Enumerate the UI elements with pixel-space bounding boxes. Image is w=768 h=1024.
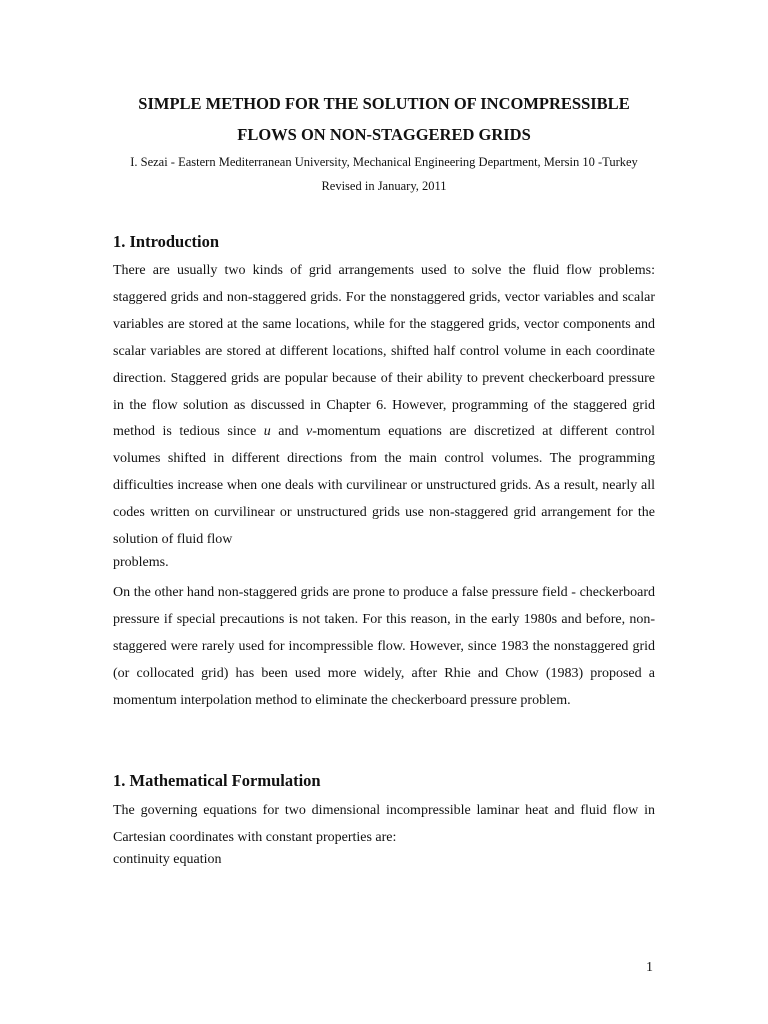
section-heading-introduction: 1. Introduction xyxy=(113,232,220,251)
page-number: 1 xyxy=(646,960,653,975)
continuity-label: continuity equation xyxy=(113,852,222,867)
u-variable: u xyxy=(263,424,271,440)
math-paragraph: The governing equations for two dimensional incompressible laminar heat and fluid flow in Cartesian coordinates with constant properties are: xyxy=(113,803,655,845)
intro-text-b: -momentum equations are discretized at different control volumes shifted in different directions from the main control volumes. The programming difficulties increase when one deals with curvilinear or unstructured grids. As a result, nearly all codes written on curvilinear or unstructured grids use non-staggered grid arrangement for the solution of fluid flow xyxy=(113,424,656,548)
intro-text-a: There are usually two kinds of grid arrangements used to solve the fluid flow problems: staggered grids and non-staggered grids. For the nonstaggered grids, vector variables and scalar variables are stored at the same locations, while for the staggered grids, vector components and scalar variables are stored at different locations, shifted half control volume in each coordinate direction. Staggered grids are popular because of their ability to prevent checkerboard pressure in the flow solution as discussed in Chapter 6. However, programming of the staggered grid method is tedious since xyxy=(113,263,655,440)
author-line: I. Sezai - Eastern Mediterranean University, Mechanical Engineering Department, Mersin 10 -Turkey xyxy=(130,155,638,169)
title-line-1: SIMPLE METHOD FOR THE SOLUTION OF INCOMPRESSIBLE xyxy=(138,94,630,113)
title-line-2: FLOWS ON NON-STAGGERED GRIDS xyxy=(237,125,531,144)
and-text: and xyxy=(270,424,307,440)
intro-paragraph-1-end: problems. xyxy=(113,555,169,570)
intro-paragraph-2: On the other hand non-staggered grids are prone to produce a false pressure field - checkerboard pressure if special precautions is not taken. For this reason, in the early 1980s and before, non-staggered were rarely used for incompressible flow. However, since 1983 the nonstaggered grid (or collocated grid) has been used more widely, after Rhie and Chow (1983) proposed a momentum interpolation method to eliminate the checkerboard pressure problem. xyxy=(113,585,655,708)
v-variable: v xyxy=(306,424,313,440)
revised-date: Revised in January, 2011 xyxy=(321,179,447,193)
section-heading-math: 1. Mathematical Formulation xyxy=(113,771,321,790)
intro-paragraph-1 xyxy=(113,258,655,554)
